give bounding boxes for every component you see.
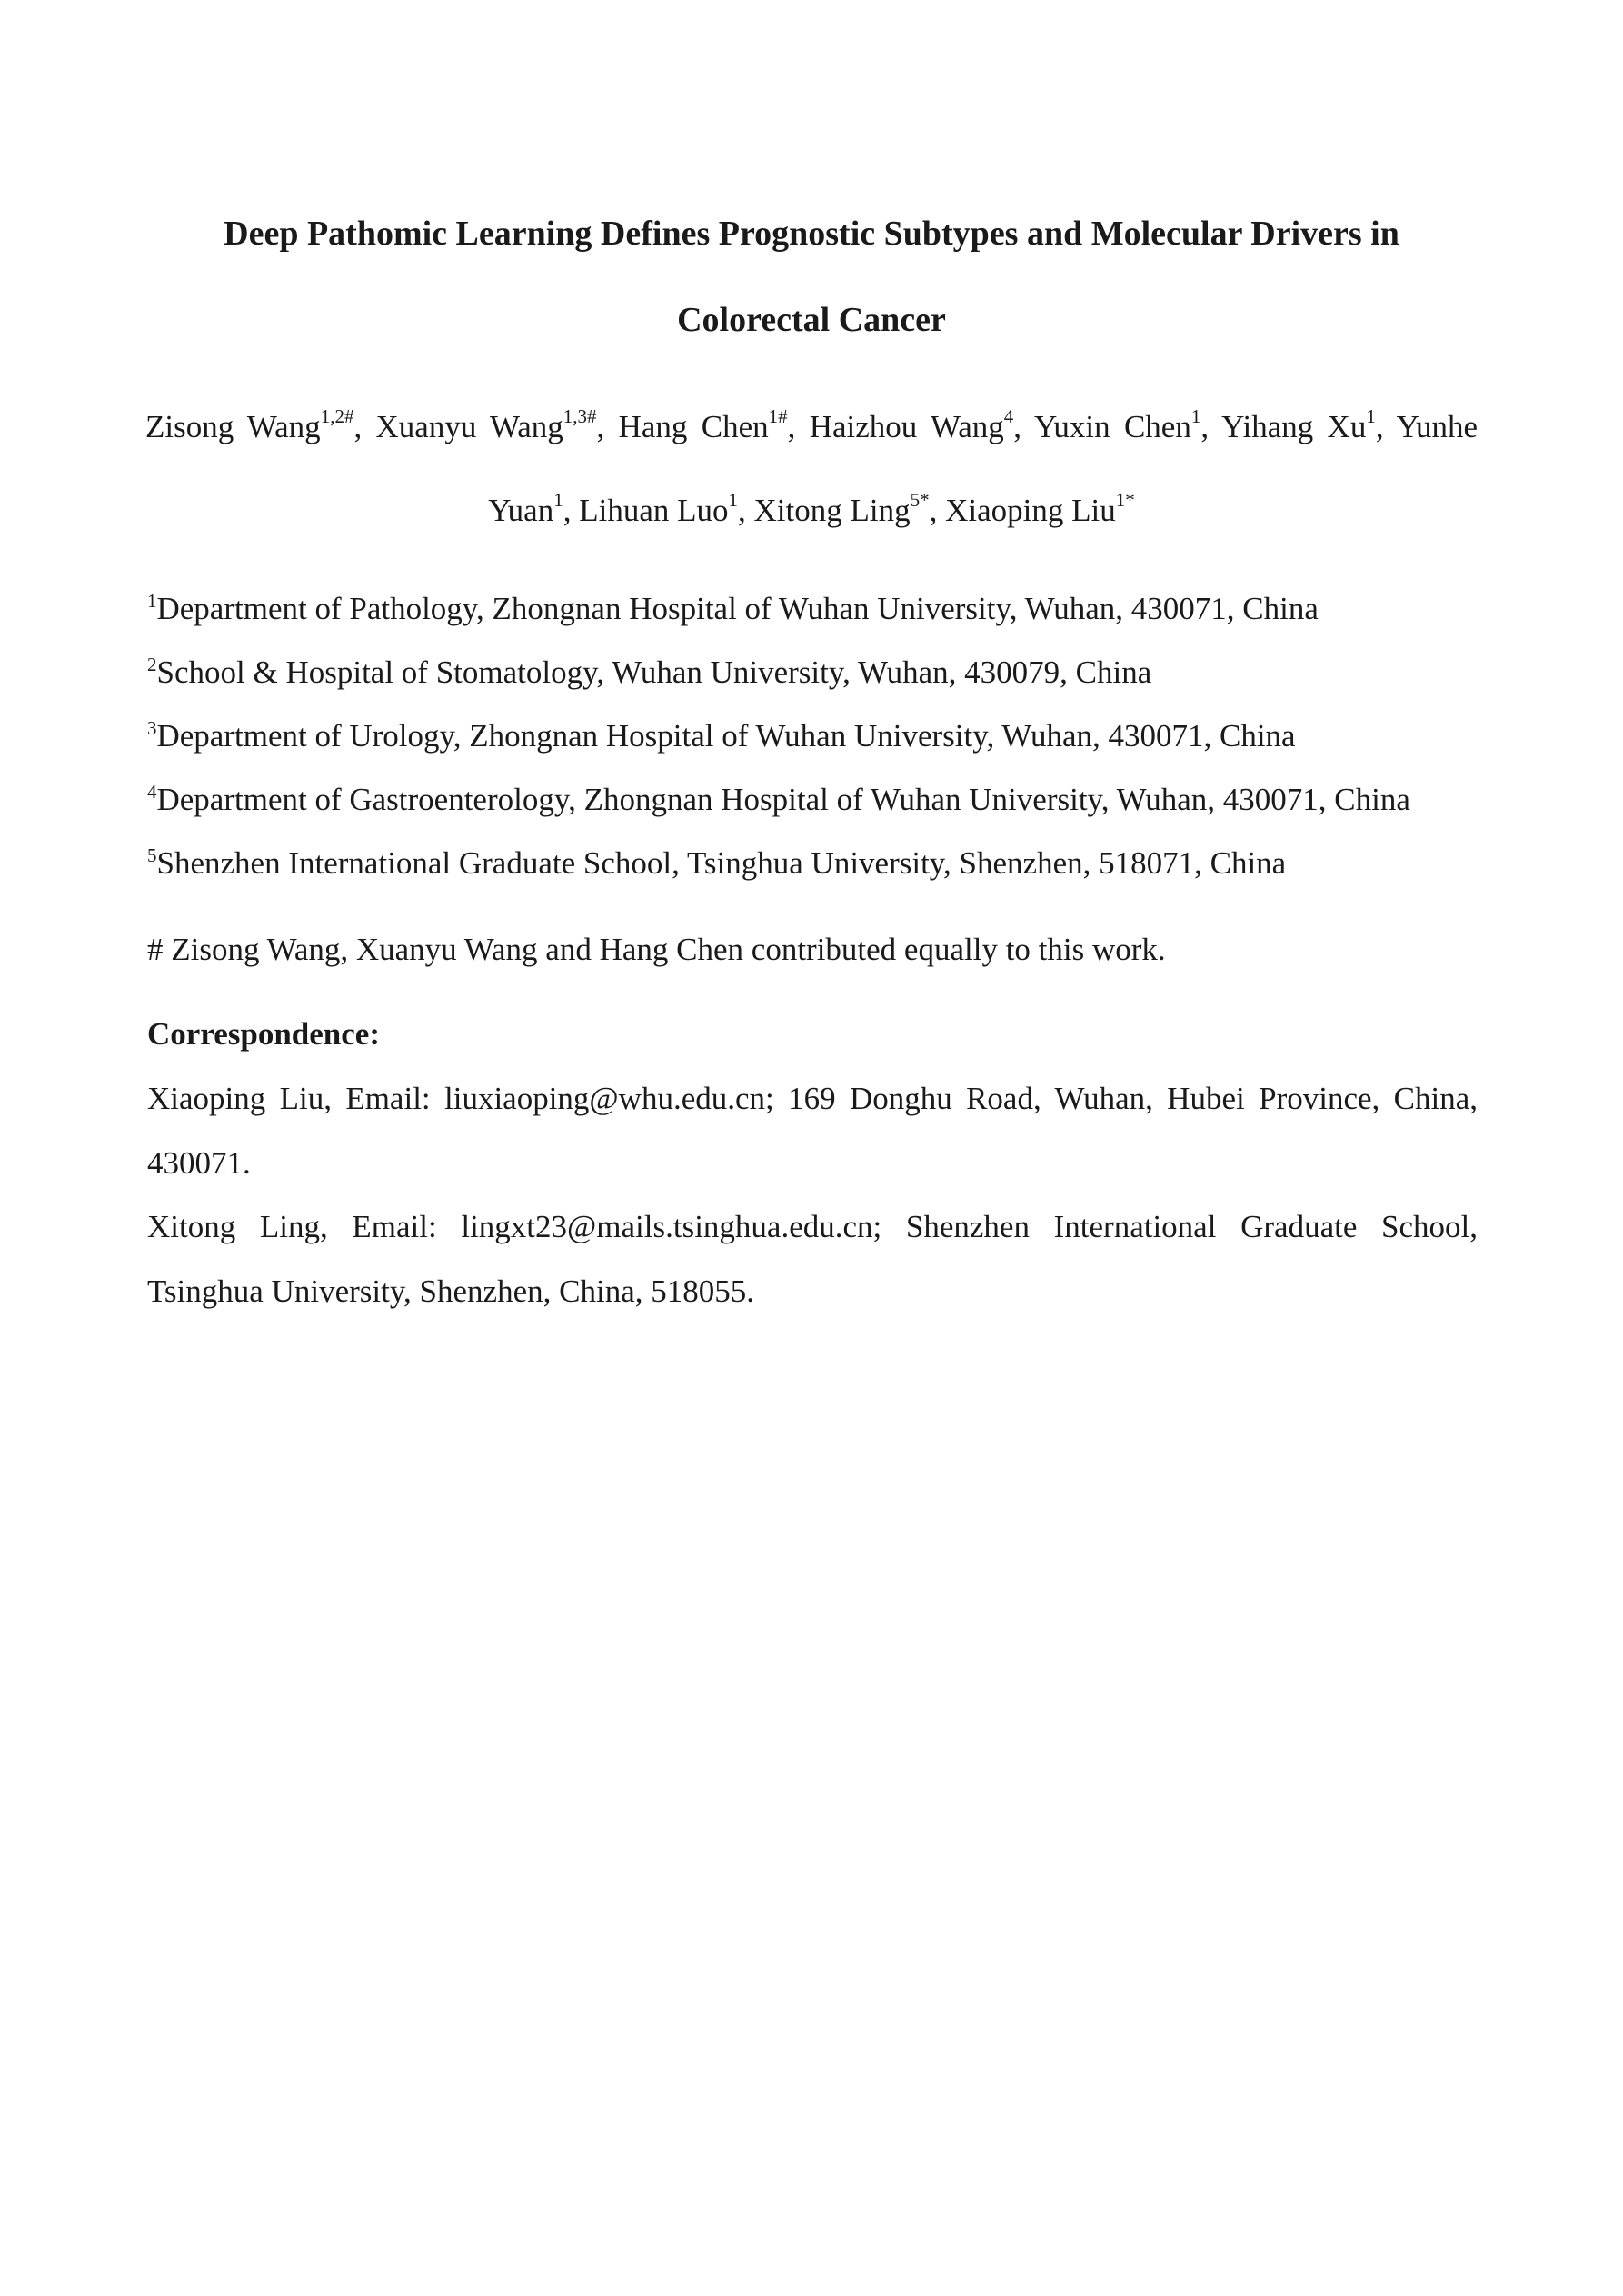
author-separator: , — [738, 493, 754, 528]
author-affiliation-mark: 1* — [1115, 489, 1135, 512]
author-name: Zisong Wang — [145, 409, 321, 444]
affiliation-mark: 2 — [147, 654, 157, 675]
author-list-line-2 — [145, 491, 1478, 531]
author-separator: , — [596, 409, 619, 444]
author-name: Yunhe — [1396, 409, 1479, 444]
author-affiliation-mark: 1 — [553, 489, 563, 512]
affiliation-1 — [147, 589, 1483, 629]
correspondence-entry-2-line-2: Tsinghua University, Shenzhen, China, 518055. — [147, 1273, 754, 1309]
author-name: Xiaoping Liu — [945, 493, 1116, 528]
affiliation-text: Department of Urology, Zhongnan Hospital of Wuhan University, Wuhan, 430071, China — [156, 718, 1296, 754]
author-name: Xuanyu Wang — [375, 409, 563, 444]
author-separator: , — [787, 409, 810, 444]
author-name: Yihang Xu — [1221, 409, 1367, 444]
author-name: Xitong Ling — [753, 493, 911, 528]
author-affiliation-mark: 1 — [1366, 405, 1376, 428]
affiliation-mark: 1 — [147, 590, 157, 612]
author-name: Hang Chen — [618, 409, 769, 444]
author-separator: , — [563, 493, 580, 528]
author-list-line-1 — [145, 407, 1478, 447]
author-affiliation-mark: 1,2# — [320, 405, 354, 428]
affiliation-mark: 5 — [147, 844, 157, 866]
author-separator: , — [353, 409, 376, 444]
paper-title-line-2: Colorectal Cancer — [677, 301, 946, 339]
author-separator: , — [1375, 409, 1397, 444]
author-name: Haizhou Wang — [809, 409, 1004, 444]
equal-contribution-note: # Zisong Wang, Xuanyu Wang and Hang Chen contributed equally to this work. — [147, 932, 1166, 967]
author-name: Yuxin Chen — [1034, 409, 1191, 444]
affiliation-2 — [147, 653, 1483, 693]
affiliation-4 — [147, 780, 1483, 820]
affiliation-text: Department of Gastroenterology, Zhongnan Hospital of Wuhan University, Wuhan, 430071, China — [156, 782, 1410, 817]
paper-title-line-1: Deep Pathomic Learning Defines Prognostic Subtypes and Molecular Drivers in — [224, 215, 1399, 253]
author-name: Lihuan Luo — [579, 493, 729, 528]
author-affiliation-mark: 5* — [910, 489, 930, 512]
author-affiliation-mark: 1,3# — [563, 405, 597, 428]
author-affiliation-mark: 4 — [1003, 405, 1014, 428]
affiliation-5 — [147, 844, 1483, 883]
correspondence-entry-1-line-2: 430071. — [147, 1145, 251, 1181]
author-affiliation-mark: 1# — [768, 405, 788, 428]
author-affiliation-mark: 1 — [1190, 405, 1201, 428]
affiliation-text: Shenzhen International Graduate School, Tsinghua University, Shenzhen, 518071, China — [156, 845, 1287, 881]
affiliation-text: Department of Pathology, Zhongnan Hospital of Wuhan University, Wuhan, 430071, China — [156, 591, 1319, 626]
author-separator: , — [1200, 409, 1222, 444]
affiliation-mark: 3 — [147, 717, 157, 739]
correspondence-entry-1-line-1: Xiaoping Liu, Email: liuxiaoping@whu.edu.cn; 169 Donghu Road, Wuhan, Hubei Province, China, — [147, 1081, 1478, 1116]
affiliation-3 — [147, 716, 1483, 756]
correspondence-heading: Correspondence: — [147, 1016, 380, 1052]
author-separator: , — [1013, 409, 1035, 444]
author-affiliation-mark: 1 — [728, 489, 738, 512]
affiliation-mark: 4 — [147, 781, 157, 803]
author-separator: , — [929, 493, 946, 528]
affiliation-text: School & Hospital of Stomatology, Wuhan University, Wuhan, 430079, China — [156, 654, 1152, 690]
author-name: Yuan — [488, 493, 554, 528]
correspondence-entry-2-line-1: Xitong Ling, Email: lingxt23@mails.tsinghua.edu.cn; Shenzhen International Graduate School, — [147, 1209, 1478, 1244]
